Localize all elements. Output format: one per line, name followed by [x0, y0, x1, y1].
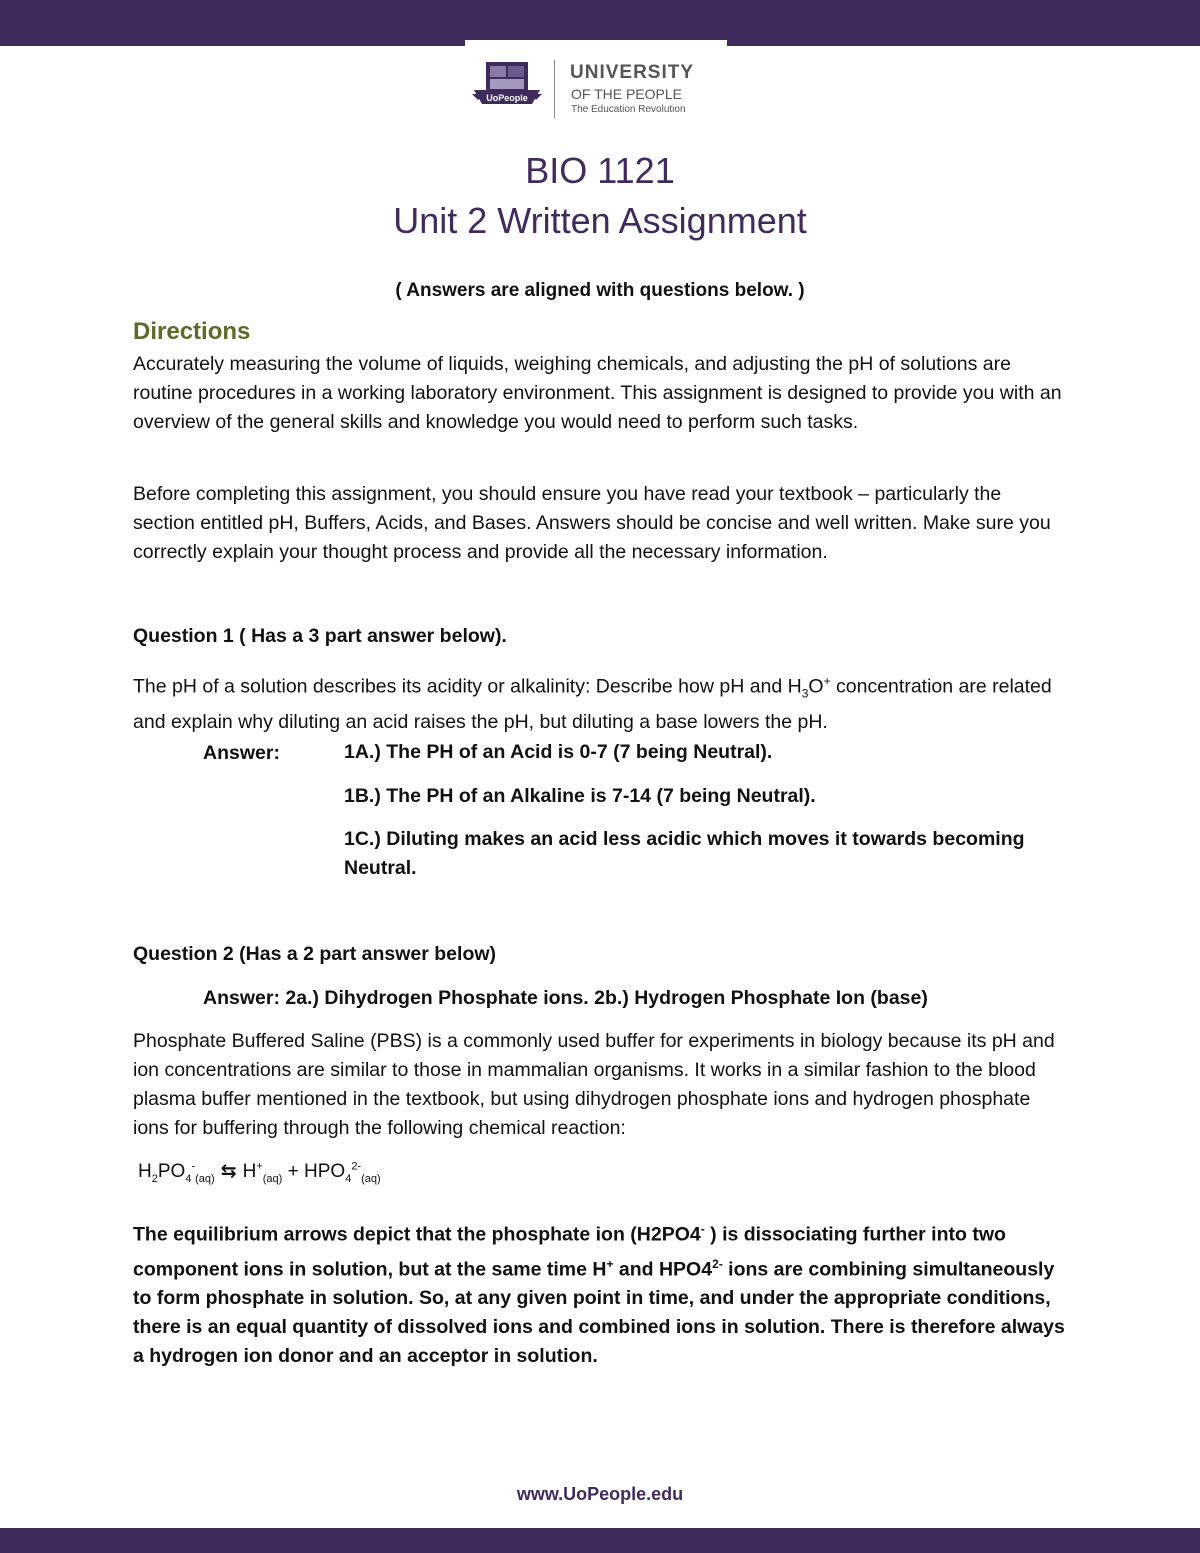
question-2-explanation [133, 1215, 1068, 1371]
explanation-part-2: ) is dissociating further into two component ions in solution, but at the same time H [133, 1223, 1006, 1280]
logo-line-of-the-people: OF THE PEOPLE [571, 86, 682, 102]
question-2-heading: Question 2 (Has a 2 part answer below) [133, 943, 497, 965]
answer-1c: 1C.) Diluting makes an acid less acidic which moves it towards becoming Neutral. [344, 828, 1025, 879]
eq-subscript-2: 2 [151, 1172, 158, 1185]
logo-badge-text: UoPeople [486, 93, 528, 103]
answers-note: ( Answers are aligned with questions below. ) [395, 280, 805, 301]
question-1-prompt-oxygen: O [808, 675, 824, 698]
logo-divider [554, 60, 555, 118]
eq-charge-2minus: 2- [351, 1160, 362, 1173]
eq-plus-sign: + [287, 1161, 299, 1182]
bottom-banner-bar [0, 1528, 1200, 1553]
explanation-sup-1: - [700, 1222, 705, 1236]
eq-charge-plus: + [256, 1160, 263, 1173]
eq-subscript-4b: 4 [345, 1172, 352, 1185]
question-1-prompt-end: concentration are related and explain why diluting an acid raises the pH, but diluting a base lowers the pH. [133, 675, 1052, 734]
shield-crest-icon [472, 58, 542, 118]
explanation-part-3: and HPO4 [613, 1258, 713, 1280]
directions-paragraph-2: Before completing this assignment, you should ensure you have read your textbook – particularly the section entitled pH, Buffers, Acids, and Bases. Answers should be concise and well written. Make sure you correctly explain your thought process and provide all the necessary information. [133, 483, 1051, 563]
equilibrium-arrow-icon: ⇆ [220, 1161, 237, 1182]
eq-hpo: HPO [304, 1161, 346, 1182]
top-banner-notch [465, 40, 727, 50]
answer-1a: 1A.) The PH of an Acid is 0-7 (7 being Neutral). [344, 741, 773, 763]
chemical-equation [138, 1160, 381, 1185]
eq-state-aq-1: (aq) [195, 1172, 215, 1185]
question-1-answer-label: Answer: [203, 742, 280, 764]
eq-state-aq-2: (aq) [262, 1172, 283, 1185]
eq-hydrogen-ion: H [242, 1161, 257, 1182]
question-2-answer-line: Answer: 2a.) Dihydrogen Phosphate ions. 2b.) Hydrogen Phosphate Ion (base) [203, 987, 928, 1009]
directions-heading: Directions [133, 318, 251, 345]
eq-charge-minus: - [191, 1160, 196, 1173]
question-1-prompt-superscript: + [823, 674, 831, 688]
university-logo [470, 58, 720, 126]
explanation-sup-2: + [606, 1256, 614, 1271]
eq-subscript-4: 4 [185, 1172, 192, 1185]
question-1-prompt [133, 667, 1068, 737]
question-2-prompt: Phosphate Buffered Saline (PBS) is a commonly used buffer for experiments in biology because its pH and ion concentrations are similar to those in mammalian organisms. It works in a similar fashion to the blood plasma buffer mentioned in the textbook, but using dihydrogen phosphate ions and hydrogen phosphate ions for buffering through the following chemical reaction: [133, 1030, 1055, 1139]
question-1-heading: Question 1 ( Has a 3 part answer below). [133, 625, 507, 647]
course-title: BIO 1121 [525, 150, 675, 191]
logo-tagline: The Education Revolution [571, 104, 686, 115]
directions-paragraph-1: Accurately measuring the volume of liquids, weighing chemicals, and adjusting the pH of solutions are routine procedures in a working laboratory environment. This assignment is designed to provide you with an overview of the general skills and knowledge you would need to perform such tasks. [133, 353, 1062, 433]
question-1-prompt-subscript: 3 [801, 686, 809, 701]
footer-url-link[interactable]: www.UoPeople.edu [516, 1484, 684, 1504]
explanation-sup-3: 2- [712, 1256, 723, 1271]
explanation-part-1: The equilibrium arrows depict that the phosphate ion (H2PO4 [133, 1223, 701, 1246]
answer-1b: 1B.) The PH of an Alkaline is 7-14 (7 being Neutral). [344, 785, 816, 807]
assignment-title: Unit 2 Written Assignment [393, 200, 807, 241]
eq-po: PO [157, 1161, 186, 1182]
eq-state-aq-3: (aq) [361, 1172, 381, 1185]
logo-line-university: UNIVERSITY [570, 62, 695, 83]
question-1-prompt-start: The pH of a solution describes its acidity or alkalinity: Describe how pH and H [133, 675, 802, 698]
explanation-part-4: ions are combining simultaneously to form phosphate in solution. So, at any given point in time, and under the appropriate conditions, there is an equal quantity of dissolved ions and combined ions in solution. There is therefore always a hydrogen ion donor and an acceptor in solution. [133, 1258, 1065, 1367]
eq-hydrogen: H [138, 1161, 152, 1182]
